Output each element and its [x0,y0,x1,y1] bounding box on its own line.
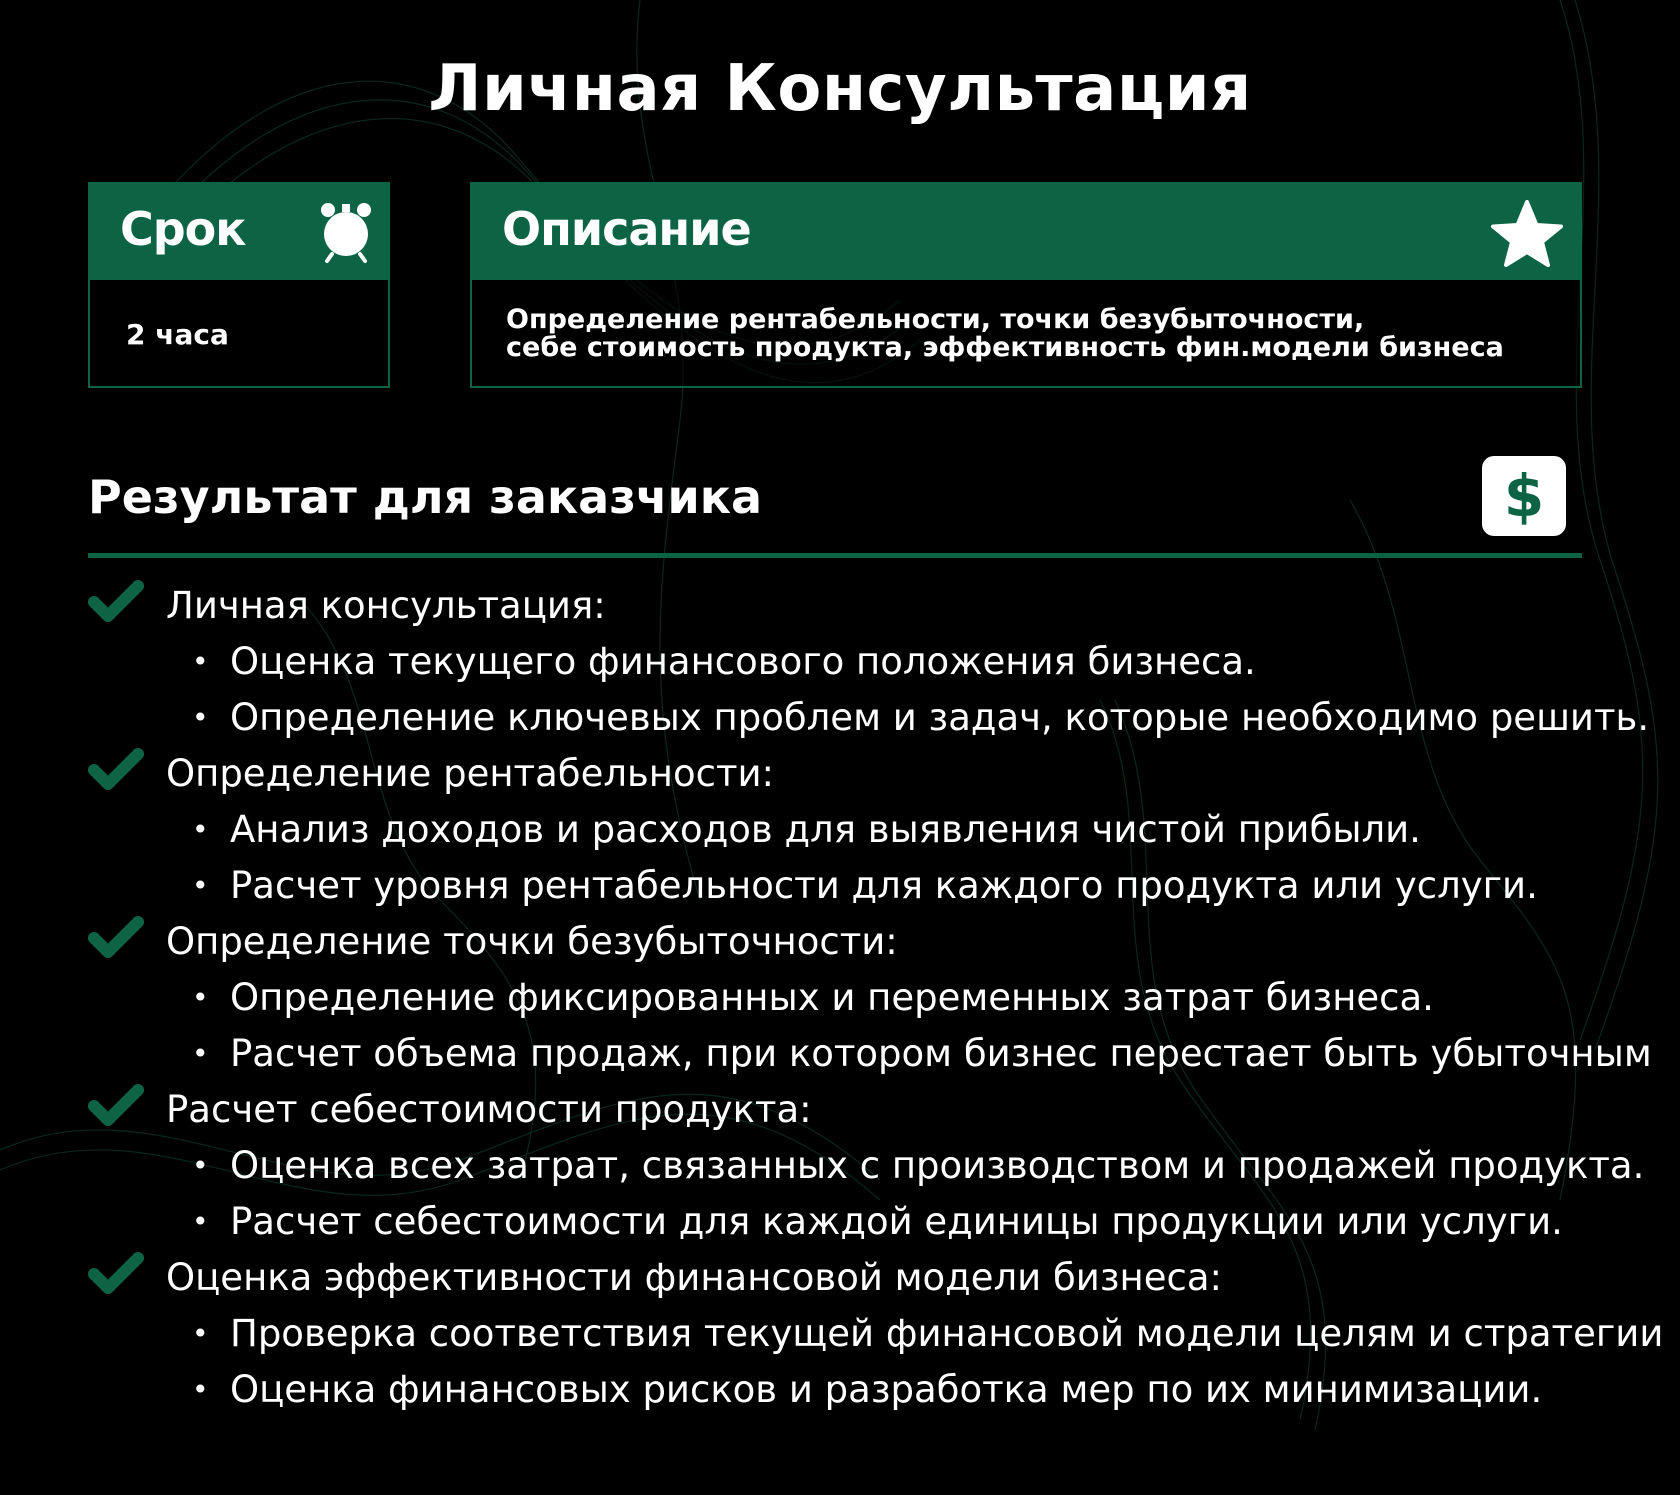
list-subitem [88,858,1588,914]
list-subitem-text: Определение фиксированных и переменных затрат бизнеса. [230,976,1434,1019]
page-title: Личная Консультация [428,52,1252,126]
list-subitem-text: Оценка финансовых рисков и разработка мер по их минимизации. [230,1368,1543,1411]
list-item [88,746,1588,802]
bullet-icon: • [192,1317,209,1350]
list-subitem [88,1306,1664,1362]
duration-card-title: Срок [120,202,246,256]
list-item-label: Определение точки безубыточности: [166,920,898,963]
list-item [88,1082,1588,1138]
bullet-icon: • [192,1373,209,1406]
bullet-icon: • [192,1037,209,1070]
list-item [88,578,1588,634]
list-subitem [88,690,1650,746]
list-subitem [88,1362,1588,1418]
list-subitem-text: Проверка соответствия текущей финансовой модели целям и стратегии [230,1312,1664,1355]
description-card-title: Описание [502,202,751,256]
list-subitem-text: Расчет себестоимости для каждой единицы продукции или услуги. [230,1200,1563,1243]
list-subitem [88,1026,1652,1082]
checkmark-icon [88,580,144,624]
list-subitem-text: Анализ доходов и расходов для выявления чистой прибыли. [230,808,1421,851]
result-heading: Результат для заказчика [88,470,763,524]
result-list [88,578,1664,1418]
list-item-label: Расчет себестоимости продукта: [166,1088,812,1131]
list-subitem [88,802,1588,858]
description-line-1: Определение рентабельности, точки безубыточности, [506,304,1365,335]
duration-card-header [90,184,388,280]
list-subitem [88,1138,1645,1194]
bullet-icon: • [192,981,209,1014]
section-divider [88,553,1582,558]
list-subitem [88,1194,1588,1250]
description-line-2: себе стоимость продукта, эффективность фин.модели бизнеса [506,332,1504,363]
checkmark-icon [88,1252,144,1296]
list-item-label: Личная консультация: [166,584,606,627]
duration-card [88,182,390,388]
list-subitem-text: Расчет объема продаж, при котором бизнес перестает быть убыточным [230,1032,1652,1075]
bullet-icon: • [192,701,209,734]
checkmark-icon [88,1084,144,1128]
bullet-icon: • [192,645,209,678]
description-card-header [472,184,1580,280]
list-subitem-text: Определение ключевых проблем и задач, которые необходимо решить. [230,696,1650,739]
list-subitem [88,970,1588,1026]
bullet-icon: • [192,1149,209,1182]
description-card [470,182,1582,388]
star-icon [1490,198,1564,272]
dollar-icon: $ [1482,456,1566,536]
list-subitem [88,634,1588,690]
list-item-label: Оценка эффективности финансовой модели бизнеса: [166,1256,1222,1299]
list-subitem-text: Расчет уровня рентабельности для каждого продукта или услуги. [230,864,1538,907]
list-item [88,914,1588,970]
bullet-icon: • [192,869,209,902]
description-text [506,306,1566,362]
list-item [88,1250,1588,1306]
checkmark-icon [88,748,144,792]
checkmark-icon [88,916,144,960]
list-item-label: Определение рентабельности: [166,752,775,795]
alarm-clock-icon [318,196,374,268]
bullet-icon: • [192,1205,209,1238]
duration-value: 2 часа [126,318,229,351]
list-subitem-text: Оценка всех затрат, связанных с производством и продажей продукта. [230,1144,1645,1187]
list-subitem-text: Оценка текущего финансового положения бизнеса. [230,640,1256,683]
bullet-icon: • [192,813,209,846]
